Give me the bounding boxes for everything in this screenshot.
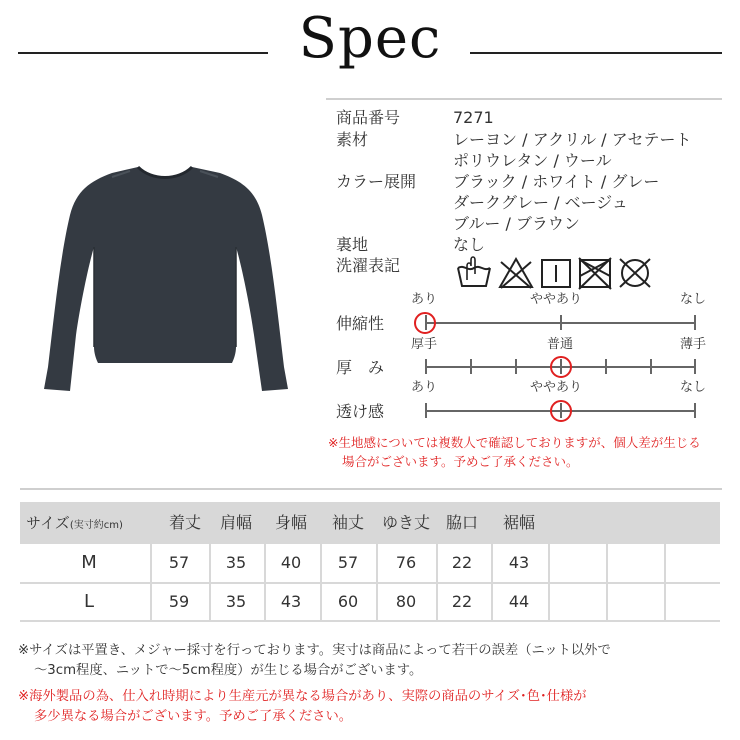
scale-thickness-right-word: 薄手 [680,337,707,352]
size-col-header: 身幅 [274,513,307,532]
scale-stretch-marker [414,312,436,334]
spec-value-lining: なし [453,235,486,254]
line-dry-icon [542,260,570,287]
scale-note-line-2: 場合がございます。予めご了承ください。 [342,454,579,469]
spec-top-rule [326,98,722,100]
measure-note-line-1: ※サイズは平置き、メジャー採寸を行っております。実寸は商品によって若干の誤差（ニット以外で [18,643,611,658]
size-col-header: 裾幅 [502,513,535,532]
spec-label-material: 素材 [336,130,369,149]
scale-stretch-left-word: あり [411,292,438,307]
table-cell: 57 [168,553,190,572]
spec-value-colors-1: ブラック / ホワイト / グレー [453,172,660,191]
size-col-header: 脇口 [445,513,478,532]
table-cell: 44 [508,592,530,611]
spec-bottom-rule [20,488,722,490]
size-row-label: L [83,591,95,612]
spec-value-colors-3: ブルー / ブラウン [453,214,580,233]
no-bleach-icon [500,259,532,288]
size-header-label: サイズ [26,514,70,532]
measure-note-line-2: 〜3cm程度、ニットで〜5cm程度）が生じる場合がございます。 [34,663,423,678]
size-col-header: 袖丈 [331,513,364,532]
size-table-header-first [26,513,123,536]
scale-thickness-mid-word: 普通 [547,337,574,352]
hand-wash-icon [458,257,490,286]
scale-stretch-right-word: なし [680,292,707,307]
scale-thickness-marker [550,356,572,378]
table-cell: 43 [508,553,530,572]
scale-stretch-mid-word: ややあり [530,292,583,307]
size-col-header: 肩幅 [219,513,252,532]
scale-sheer-left-word: あり [411,380,438,395]
product-image [20,97,310,457]
spec-label-care: 洗濯表記 [336,256,401,275]
spec-label-product-number: 商品番号 [336,108,401,127]
spec-value-colors-2: ダークグレー / ベージュ [453,193,628,212]
scale-sheer-right-word: なし [680,380,707,395]
scale-sheer-marker [550,400,572,422]
spec-label-colors: カラー展開 [336,172,417,191]
page-title: Spec [298,6,442,71]
spec-value-material-1: レーヨン / アクリル / アセテート [453,130,692,149]
scale-note-line-1: ※生地感については複数人で確認しておりますが、個人差が生じる [328,435,701,450]
table-cell: 35 [225,553,247,572]
table-cell: 60 [337,592,359,611]
shirt-shape [44,167,288,391]
spec-value-product-number: 7271 [453,108,494,127]
size-col-header: ゆき丈 [381,513,430,532]
scale-thickness-left-word: 厚手 [411,337,438,352]
wash-icons [455,256,665,290]
overseas-note-line-2: 多少異なる場合がございます。予めご了承ください。 [34,709,353,724]
scale-sheer-mid-word: ややあり [530,380,583,395]
size-header-sub: (実寸約cm) [69,520,123,531]
table-cell: 59 [168,592,190,611]
no-dry-clean-icon [620,259,650,287]
size-table-row-divider [20,582,720,584]
scale-stretch-label: 伸縮性 [336,314,385,333]
overseas-note-line-1: ※海外製品の為、仕入れ時期により生産元が異なる場合があり、実際の商品のサイズ･色･仕様が [18,689,587,704]
size-col-header: 着丈 [168,513,201,532]
scale-sheer-label: 透け感 [336,402,385,421]
size-row-label: M [81,552,97,573]
table-cell: 76 [395,553,417,572]
table-cell: 22 [451,553,473,572]
table-cell: 22 [451,592,473,611]
table-cell: 43 [280,592,302,611]
table-cell: 40 [280,553,302,572]
table-cell: 80 [395,592,417,611]
no-tumble-dry-icon [579,258,611,289]
table-cell: 35 [225,592,247,611]
spec-label-lining: 裏地 [336,235,369,254]
spec-value-material-2: ポリウレタン / ウール [453,151,612,170]
table-cell: 57 [337,553,359,572]
scale-thickness-label: 厚 み [336,358,385,377]
size-table-bottom-rule [20,620,720,622]
